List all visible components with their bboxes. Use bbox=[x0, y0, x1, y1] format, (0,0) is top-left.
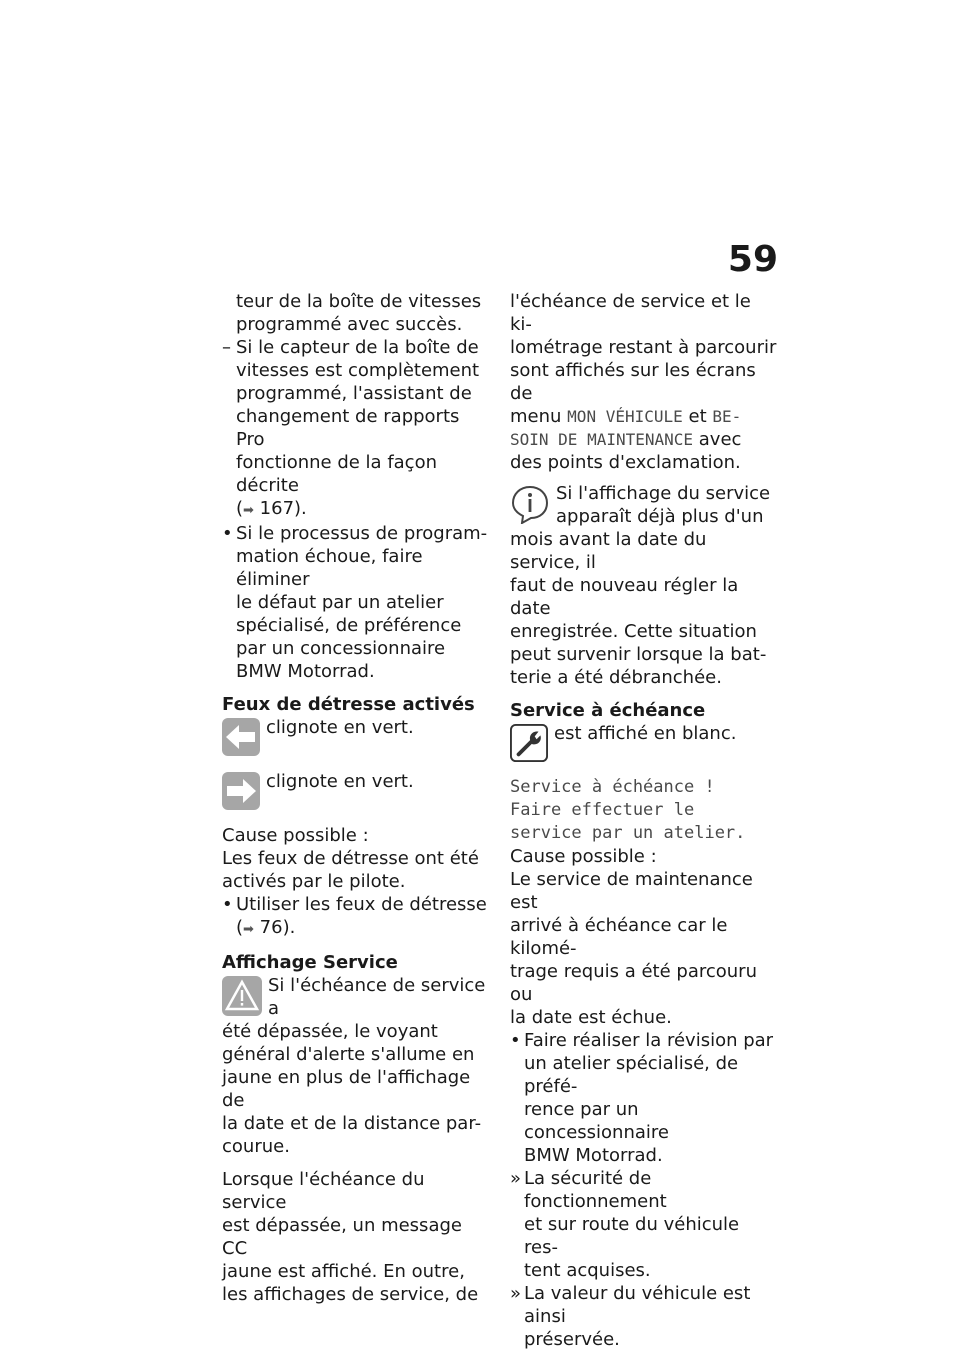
bullet-item-hazard: • Utiliser les feux de détresse (➡ 76). bbox=[222, 894, 487, 938]
page-number: 59 bbox=[727, 239, 778, 280]
page-ref-arrow-icon: ➡ bbox=[243, 503, 254, 518]
left-arrow-icon bbox=[222, 718, 260, 756]
heading-service-display: Affichage Service bbox=[222, 952, 398, 973]
bullet-icon: • bbox=[222, 894, 233, 915]
display-message: Service à échéance ! Faire effectuer le service par un atelier. bbox=[510, 777, 746, 843]
dash-item: – Si le capteur de la boîte de vitesses est complètement programmé, l'assistant de changement de rapports Pro fonctionne de la façon décrite (➡ 167). bbox=[222, 337, 480, 519]
result-item: » La valeur du véhicule est ainsi préservée. bbox=[510, 1283, 751, 1350]
info-text: Si l'affichage du service apparaît déjà plus d'un mois avant la date du service, il faut de nouveau régler la date enregistrée. Cette situation peut survenir lorsque la bat- terie a été débranchée. bbox=[510, 483, 771, 688]
service-screens-text: l'échéance de service et le ki- lométrage restant à parcourir sont affichés sur les écrans de menu MON VÉHICULE et BE- SOIN DE MAINTENANCE avec des points d'exclamation. bbox=[510, 291, 777, 473]
cause-text-right: Le service de maintenance est arrivé à échéance car le kilomé- trage requis a été parcouru ou la date est échue. bbox=[510, 869, 757, 1028]
right-column bbox=[510, 290, 778, 1351]
menu-maintenance-need: SOIN DE MAINTENANCE bbox=[510, 430, 694, 449]
service-text: Si l'échéance de service a été dépassée, le voyant général d'alerte s'allume en jaune en plus de l'affichage de la date et de la distance par- courue. bbox=[222, 975, 486, 1157]
wrench-icon bbox=[510, 724, 548, 762]
overdue-text: Lorsque l'échéance du service est dépassée, un message CC jaune est affiché. En outre, les affichages de service, de bbox=[222, 1169, 479, 1305]
left-arrow-row: clignote en vert. bbox=[222, 716, 490, 760]
cause-label: Cause possible : bbox=[222, 825, 369, 846]
heading-service-due: Service à échéance bbox=[510, 700, 706, 721]
menu-my-vehicle: MON VÉHICULE bbox=[567, 407, 683, 426]
heading-hazard-lights: Feux de détresse activés bbox=[222, 694, 475, 715]
info-icon bbox=[510, 484, 550, 524]
wrench-row: est affiché en blanc. bbox=[510, 722, 778, 766]
continued-text: teur de la boîte de vitesses programmé avec succès. bbox=[236, 291, 482, 335]
info-note bbox=[510, 482, 778, 689]
result-chevron-icon: » bbox=[510, 1283, 522, 1304]
warning-triangle-icon bbox=[222, 976, 262, 1016]
result-chevron-icon: » bbox=[510, 1168, 522, 1189]
bullet-item-service: • Faire réaliser la révision par un atelier spécialisé, de préfé- rence par un concessionnaire BMW Motorrad. bbox=[510, 1030, 774, 1166]
left-column bbox=[222, 290, 490, 1306]
right-arrow-row: clignote en vert. bbox=[222, 770, 490, 814]
bullet-icon: • bbox=[222, 523, 233, 544]
cause-text: Les feux de détresse ont été activés par le pilote. bbox=[222, 848, 479, 892]
cause-label-right: Cause possible : bbox=[510, 846, 657, 867]
page-ref-arrow-icon: ➡ bbox=[243, 922, 254, 937]
result-item: » La sécurité de fonctionnement et sur route du véhicule res- tent acquises. bbox=[510, 1168, 740, 1281]
service-warning-block bbox=[222, 974, 490, 1158]
right-arrow-icon bbox=[222, 772, 260, 810]
bullet-item: • Si le processus de program- mation échoue, faire éliminer le défaut par un atelier spécialisé, de préférence par un concessionnaire BMW Motorrad. bbox=[222, 523, 488, 682]
bullet-icon: • bbox=[510, 1030, 521, 1051]
